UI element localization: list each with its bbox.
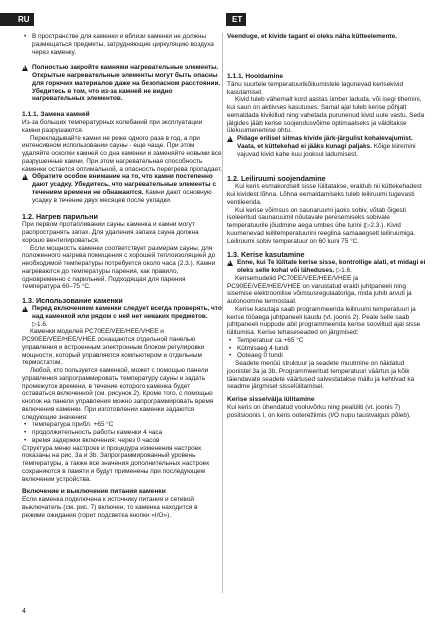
et-heading-maintenance: 1.1.1. Hooldamine xyxy=(227,72,284,80)
et-default-duration: • Kütmisaeg 4 tundi xyxy=(227,345,427,353)
warning-icon xyxy=(22,174,28,180)
ru-default-delay: • время задержки включения: через 0 часов xyxy=(22,437,222,445)
ru-heading-usage: 1.3. Использование каменки xyxy=(22,296,123,305)
et-warning-stone-settling xyxy=(227,135,427,158)
ru-paragraph: Каменки моделей PC70EE/VEE/HEE/VHEE и PC90EE/VEE/HEE/VHEE оснащаются отдельной панелью управления и встроенным электронным блоком регулировки мощности, который управляется компьютером и отдельным термостатом. xyxy=(22,328,205,367)
ru-warning-ref: ▷1.6. xyxy=(32,320,48,328)
et-paragraph: Kui kerise võimsus on saunaruumi jaoks sobiv, võtab õigesti isoleeritud saunaruumil nõutavale peresemiseks sobivale temperatuurile jõudmine aega umbes ühe tunni (▷2.3.). Kivid kuumenevad leilitemperatuurini reeglina samaaegselt leiliruumiga. Leiliruumi sobiv temperatuur on 60 kuni 75 °C. xyxy=(227,206,416,245)
et-paragraph: Kui keris esmakordselt sisse lülitatakse, eraldub nii küttekehadest kui kividest lõhna. Lõhna eemaldamiseks tuleb leiliruumi tugevasti ventileerida. xyxy=(227,183,422,206)
ru-paragraph: Если каменка подключена к источнику питания и сетевой выключатель (см. рис. 7) включен, то каменка находится в режиме ожидания (горит подсветка кнопки «I/O»). xyxy=(22,496,198,519)
ru-warning-text: Перед включением каменки следует всегда проверять, что над каменкой или рядом с ней нет никаких предметов. xyxy=(32,305,222,320)
warning-icon xyxy=(22,65,28,71)
et-warning-text: Enne, kui Te lülitate kerise sisse, kontrollige alati, et midagi ei oleks selle kohal või läheduses. xyxy=(237,259,426,274)
ru-warning-check-before xyxy=(22,305,222,328)
et-warning-tail: Kõige kiiremini vajuvad kivid kahe kuu jooksul ladumisest. xyxy=(237,142,416,158)
et-paragraph: Tänu suurtele temperatuurikõikumistele lagunevad kerisekivid kasutamisel. xyxy=(227,80,404,96)
et-default-temperature: • Temperatuur ca +65 °C xyxy=(227,337,427,345)
warning-icon xyxy=(227,136,233,142)
ru-warning-tail: Камни дают основную усадку в течение двух месяцев после укладки. xyxy=(32,188,212,204)
et-warning-ref: ▷1.6. xyxy=(336,267,352,274)
et-warning-text: Pidage erilisel silmas kivide järk-järgulist kohalevajumist. Vaata, et küttekehad ei jääks kunagi paljaks. xyxy=(237,135,413,150)
et-default-delay: • Ooteaeg 0 tundi xyxy=(227,352,427,360)
language-tab-et: ET xyxy=(226,13,246,26)
language-tab-ru: RU xyxy=(0,13,34,26)
et-heading-heating: 1.2. Leiliruumi soojendamine xyxy=(227,174,326,184)
column-estonian xyxy=(227,33,427,420)
ru-bullet-air-circulation: • В пространстве для каменки и вблизи каменки не должны размещаться предметы, затрудняющие циркуляцию воздуха через каменку. xyxy=(22,33,222,56)
warning-icon xyxy=(227,260,233,266)
ru-warning-stone-settling xyxy=(22,173,222,204)
et-heading-power: Kerise sisse/välja lülitamine xyxy=(227,396,315,403)
ru-default-temperature: • температура прибл. +65 °C xyxy=(22,421,222,429)
et-paragraph: Kerisemudelid PC70EE/VEE/HEE/VHEE ja PC90EE/VEE/HEE/VHEE on varustatud eraldi juhtpaneeli ning sisemise elektroonilise võimsusregulaatoriga, mida juhib arvuti ja autonoomne termostaat. xyxy=(227,274,412,305)
et-paragraph: Seadete menüü struktuur ja seadete muutmine on näidatud joonistel 3a ja 3b. Programmeeritud temperatuuri väärtus ja kõik täiendavate seadete väärtused salvestatakse mällu ja kehtivad ka seadme järgmisel sisselülitamisel. xyxy=(227,360,415,391)
ru-warning-text: Обратите особое внимание на то, что камни постепенно дают усадку. Убедитесь, что нагревательные элементы с течением времени не обнажаются. xyxy=(32,173,217,196)
ru-default-duration: • продолжительность работы каменки 4 часа xyxy=(22,429,222,437)
ru-paragraph: Из-за больших температурных колебаний при эксплуатации камни разрушаются. xyxy=(22,119,203,134)
warning-icon xyxy=(22,306,28,312)
ru-heading-heating: 1.2. Нагрев парильни xyxy=(22,212,98,222)
ru-heading-stone-replacement: 1.1.1. Замена камней xyxy=(22,111,90,118)
ru-warning-cover-elements xyxy=(22,64,222,103)
et-warning-continuation: Veenduge, et kivide tagant ei oleks näha kütteelemente. xyxy=(227,33,397,40)
ru-heading-power: Включение и выключение питания каменки xyxy=(22,488,166,496)
ru-paragraph: Перекладывайте камни не реже одного раза в год, а при интенсивном использовании сауны - еще чаще. При этом удаляйте осколки камней со дна каменки и заменяйте новыми все разрушенные камни. При этом нагревательная способность каменки остается оптимальной, а опасность перегрева пропадает. xyxy=(22,134,222,173)
et-heading-usage: 1.3. Kerise kasutamine xyxy=(227,250,305,260)
et-paragraph: Kerise kasutaja saab programmeerida leiliruumi temperatuuri ja kerise tööaega juhtpaneeli kaudu (vt. joonis 2). Peale selle saab juhtpaneeli nuppude abil programmeerida kerise sooviitud ajal sisse lülitumisa. Kerise tehaseseaded on järgmised: xyxy=(227,305,421,336)
ru-paragraph: Если мощность каменки соответствует размерам сауны, для положенного нагрева помещения с хорошей теплоизоляцией до необходимой температуры потребуется около часа (2.3.). Камни нагреваются до температуры парения, как правило, одновременно с парильней. Подходящая для парения температура 60–75 °C. xyxy=(22,244,216,291)
et-warning-check-before xyxy=(227,259,427,275)
ru-paragraph: При первом протапливании сауны каменка и камни могут распространять запах. Для удаления запаха сауна должна хорошо вентилироваться. xyxy=(22,221,199,244)
et-paragraph: Kivid tuleb vähemalt kord aastas ümber laduda, või isegi tihemini, kui saun on aktiivses kasutuses. Samal ajal tuleb kerise põhjalt eemaldada kivikillud ning vahetada purunenud kivid uute vastu. Seda jälgides jääb kerise soojendusvõime optimaalseks ja välditakse ülekuumenemise ohtu. xyxy=(227,96,425,135)
et-paragraph: Kui keris on ühendatud vooluvõrku ning pealüliti (vt. joonis 7) positsioonis I, on keris ooterežiimis (I/O nupu taustvalgus põleb). xyxy=(227,404,411,419)
ru-warning-text: Полностью закройте камнями нагревательные элементы. Открытые нагревательные элементы могут быть опасны для горючих материалов даже на безопасном расстоянии. Убедитесь в том, что из-за камней не видно нагревательных элементов. xyxy=(32,64,221,103)
page-number: 4 xyxy=(22,608,26,615)
column-divider xyxy=(222,33,223,593)
ru-paragraph: Любой, кто пользуется каменкой, может с помощью панели управления запрограммировать температуру сауны и задать промежуток времени, в течение которого каменка будет оставаться включенной (см. рисунок 2). Кроме того, с помощью кнопок на панели управления можно запрограммировать время включения каменки. При изготовлении каменки задаются следующие значения: xyxy=(22,367,214,421)
ru-paragraph: Структура меню настроек и процедура изменения настроек показаны на рис. 3a и 3b. Запрограммированный уровень температуры, а также все значения дополнительных настроек сохраняются в памяти и будут применены при последующем включении устройства. xyxy=(22,444,210,483)
column-russian xyxy=(22,33,222,520)
